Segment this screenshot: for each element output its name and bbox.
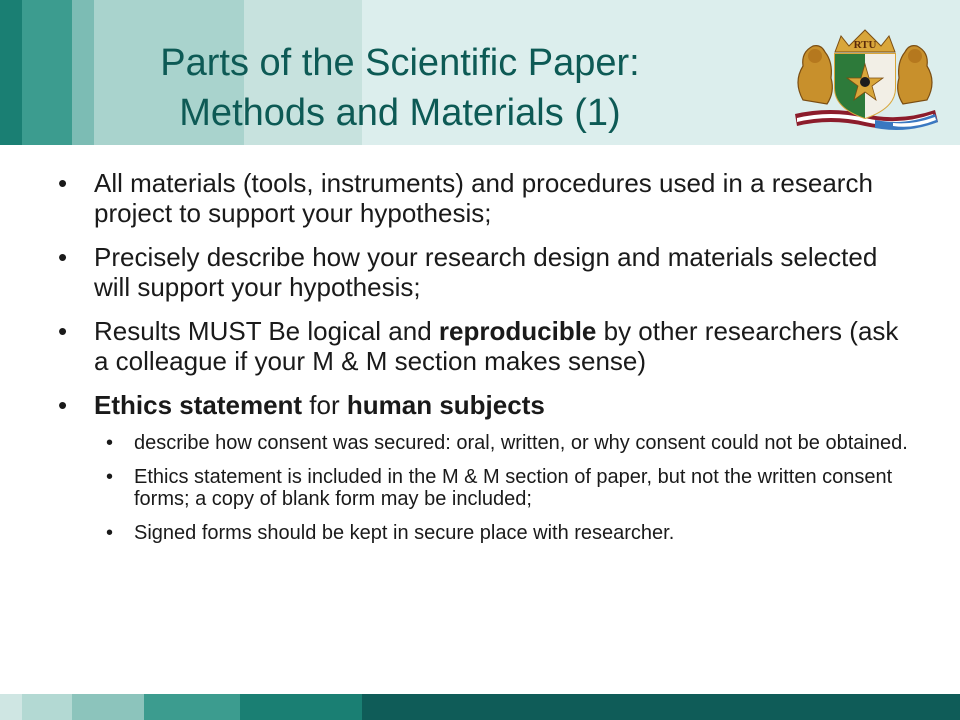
footer-stripe	[362, 694, 960, 720]
header-stripe	[22, 0, 72, 145]
footer-stripe	[72, 694, 144, 720]
footer-stripe	[144, 694, 240, 720]
slide-title-line-1: Parts of the Scientific Paper:	[160, 42, 640, 84]
footer-stripe	[0, 694, 22, 720]
footer-band	[0, 694, 960, 720]
bullet-item	[58, 242, 918, 302]
bullet-emphasis: human subjects	[346, 390, 545, 420]
rtu-coat-of-arms-logo	[775, 22, 955, 142]
bullet-text: Results MUST Be logical and	[94, 316, 439, 346]
sub-bullet-item: • Signed forms should be kept in secure place with researcher.	[94, 522, 918, 544]
bullet-text: Precisely describe how your research design and materials selected will support your hypothesis;	[94, 242, 878, 302]
bullet-item	[58, 168, 918, 228]
bullet-item	[58, 390, 918, 544]
header-band	[0, 0, 960, 145]
sub-bullet-item: • Ethics statement is included in the M & M section of paper, but not the written consent forms; a copy of blank form may be included;	[94, 466, 918, 510]
bullet-emphasis: reproducible	[438, 316, 597, 346]
sub-bullet-list	[94, 432, 918, 544]
bullet-text: by other researchers (ask a colleague if your M & M section makes sense)	[94, 316, 899, 376]
bullet-text: All materials (tools, instruments) and procedures used in a research project to support your hypothesis;	[94, 168, 873, 228]
bullet-list	[58, 168, 918, 544]
logo-text: RTU	[853, 39, 877, 51]
slide-title	[80, 38, 720, 138]
slide-title-line-2: Methods and Materials (1)	[179, 92, 621, 134]
bullet-item	[58, 316, 918, 376]
slide-body	[58, 168, 918, 558]
bullet-emphasis: Ethics statement	[94, 390, 303, 420]
bullet-text: for	[302, 390, 347, 420]
header-stripe	[0, 0, 22, 145]
footer-stripe	[22, 694, 72, 720]
sub-bullet-item: • describe how consent was secured: oral, written, or why consent could not be obtained.	[94, 432, 918, 454]
footer-stripe	[240, 694, 362, 720]
